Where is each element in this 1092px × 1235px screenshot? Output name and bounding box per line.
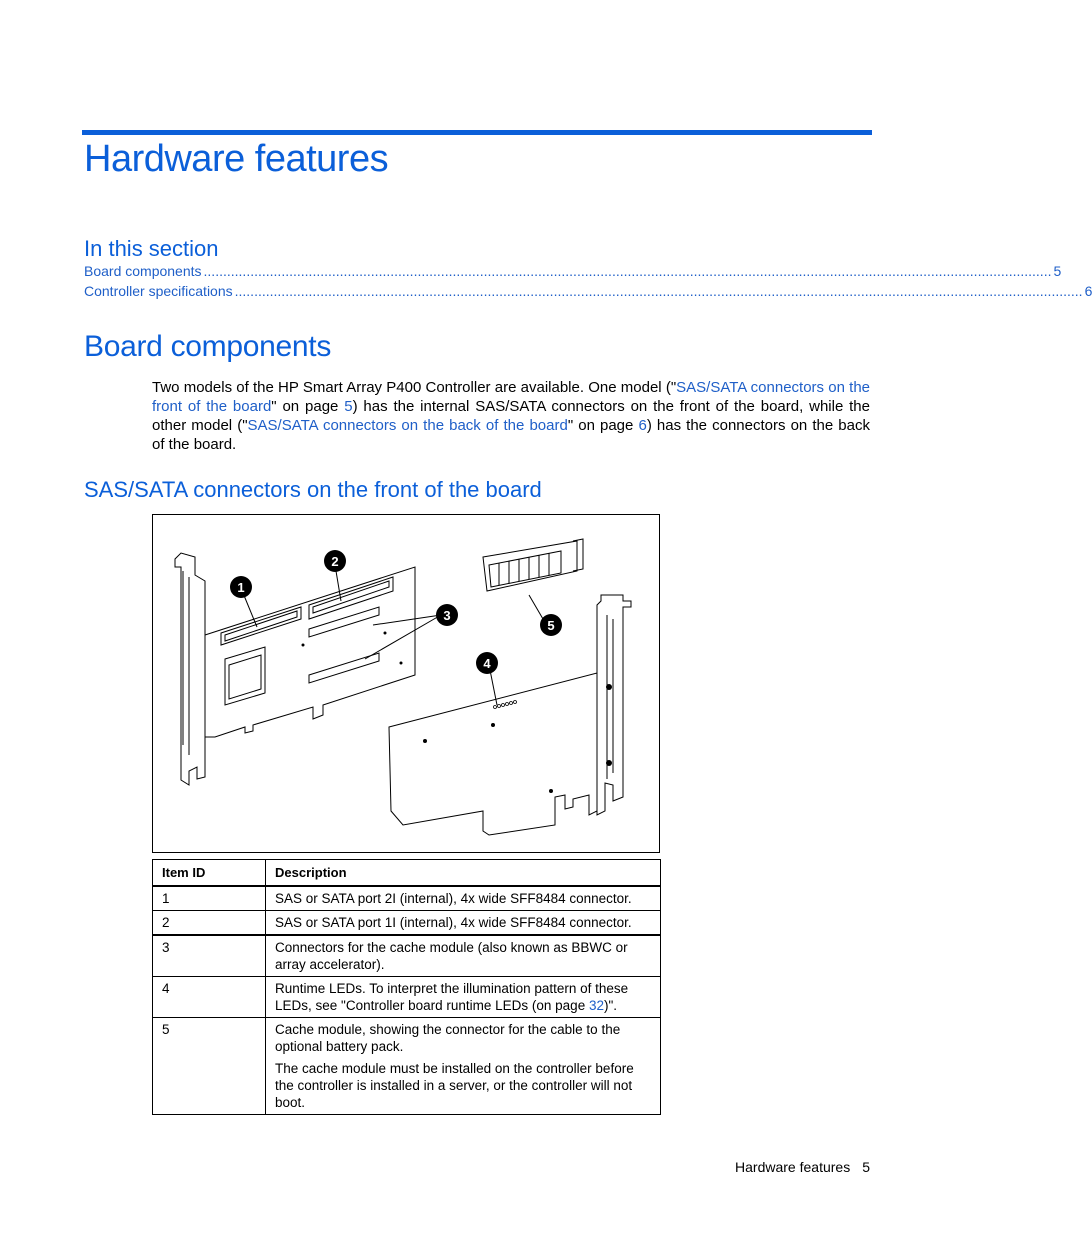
callout-4 [476, 652, 498, 674]
table-row [153, 911, 661, 936]
intro-text: Two models of the HP Smart Array P400 Controller are available. One model (" [152, 379, 677, 396]
header-item-id: Item ID [153, 860, 266, 887]
toc-entry-controller-specifications[interactable] [84, 283, 1092, 299]
cache-battery-connector [573, 539, 583, 571]
item-id: 4 [153, 977, 266, 1018]
link-back-connectors[interactable]: SAS/SATA connectors on the back of the board [247, 417, 568, 434]
header-description: Description [266, 860, 661, 887]
table-header-row [153, 860, 661, 887]
svg-text:5: 5 [547, 618, 555, 633]
left-bracket [175, 553, 205, 785]
svg-text:1: 1 [237, 580, 245, 595]
cache-module-chips [489, 551, 561, 587]
link-page-5[interactable]: 5 [344, 398, 353, 415]
intro-text: ) has the internal SAS/SATA connectors on the front of the board, while the other model (" [152, 398, 870, 434]
leader-5 [529, 595, 543, 619]
item-id: 1 [153, 886, 266, 911]
item-description: SAS or SATA port 1I (internal), 4x wide SFF8484 connector. [266, 911, 661, 936]
intro-text: " on page [567, 417, 639, 434]
intro-paragraph [152, 378, 870, 454]
table-row [153, 1018, 661, 1115]
page-footer [735, 1159, 870, 1175]
right-bracket [597, 595, 631, 815]
item-description-text: Runtime LEDs. To interpret the illumination pattern of these LEDs, see "Controller board runtime LEDs (on page [275, 981, 629, 1013]
page-title: Hardware features [84, 138, 389, 180]
in-this-section-heading: In this section [84, 236, 219, 261]
toc-entry-label: Controller specifications [84, 283, 233, 299]
svg-text:3: 3 [443, 608, 451, 623]
intro-text: ) has the connectors on the back of the board. [152, 417, 870, 453]
item-description-note: The cache module must be installed on the controller before the controller is installed in a server, or the controller will not boot. [275, 1061, 634, 1110]
link-page-32[interactable]: 32 [588, 998, 604, 1013]
table-row [153, 935, 661, 977]
footer-label: Hardware features [735, 1159, 851, 1175]
callout-5 [540, 614, 562, 636]
connector-2-slot [313, 581, 389, 613]
link-page-6[interactable]: 6 [638, 417, 647, 434]
item-id: 3 [153, 935, 266, 977]
link-front-connectors[interactable]: SAS/SATA connectors on the front of the board [152, 379, 870, 415]
callout-1 [230, 576, 252, 598]
toc-leader: .......................................................................................................................................................................................................................... [234, 283, 1083, 299]
connector-1-slot [225, 611, 297, 641]
toc-entry-label: Board components [84, 263, 202, 279]
board-illustration [153, 515, 659, 852]
svg-text:4: 4 [483, 656, 491, 671]
title-rule [82, 130, 872, 135]
connector-2 [309, 577, 393, 619]
item-description-text: )". [603, 998, 618, 1013]
toc-leader: .......................................................................................................................................................................................................................... [203, 263, 1052, 279]
svg-text:2: 2 [331, 554, 339, 569]
item-description-text: Cache module, showing the connector for the cable to the optional battery pack. [275, 1022, 621, 1054]
table-row [153, 886, 661, 911]
right-board [389, 673, 597, 835]
bracket-slot-lines [183, 571, 189, 755]
item-table [152, 859, 661, 1115]
callout-2 [324, 550, 346, 572]
footer-page-number: 5 [862, 1159, 870, 1175]
toc-entry-board-components[interactable] [84, 263, 1062, 279]
item-description [266, 977, 661, 1018]
table-row [153, 977, 661, 1018]
item-id: 5 [153, 1018, 266, 1115]
right-bracket-slot-lines [607, 615, 613, 779]
callout-3 [436, 604, 458, 626]
item-id: 2 [153, 911, 266, 936]
item-description [266, 1018, 661, 1115]
cache-module [483, 541, 577, 591]
cache-connector-upper [309, 607, 379, 637]
toc-entry-page: 6 [1084, 283, 1092, 299]
leader-3 [365, 615, 441, 659]
item-description: SAS or SATA port 2I (internal), 4x wide SFF8484 connector. [266, 886, 661, 911]
toc-entry-page: 5 [1053, 263, 1062, 279]
section-title: Board components [84, 330, 332, 363]
board-chip-inner [229, 655, 261, 699]
item-description: Connectors for the cache module (also known as BBWC or array accelerator). [266, 935, 661, 977]
intro-text: " on page [271, 398, 345, 415]
subsection-title: SAS/SATA connectors on the front of the board [84, 477, 542, 502]
board-figure [152, 514, 660, 853]
